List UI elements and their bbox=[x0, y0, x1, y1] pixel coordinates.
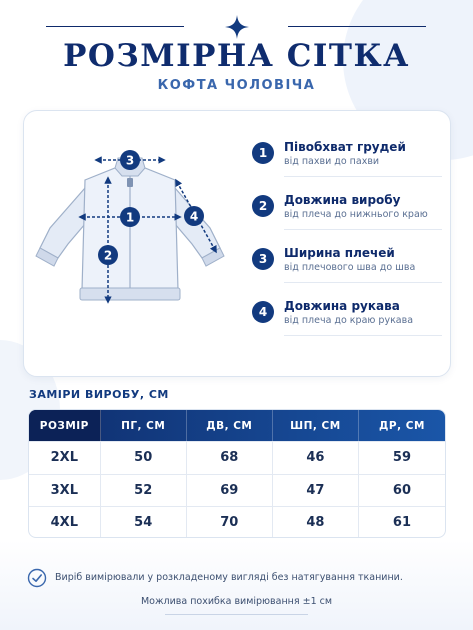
cell-length: 68 bbox=[187, 442, 273, 474]
legend-divider bbox=[284, 335, 442, 336]
zipper-pull bbox=[127, 178, 133, 187]
cell-sleeve: 61 bbox=[392, 515, 412, 531]
sparkle-star-icon bbox=[225, 15, 249, 39]
cell-shoulders: 46 bbox=[273, 442, 359, 474]
legend-number: 2 bbox=[252, 195, 274, 217]
header-divider-right bbox=[288, 26, 426, 27]
sweater-diagram bbox=[30, 140, 230, 330]
legend-item-chest bbox=[252, 136, 442, 189]
cell-shoulders: 47 bbox=[273, 475, 359, 507]
cell-length: 69 bbox=[187, 475, 273, 507]
legend-divider bbox=[284, 229, 442, 230]
cell-sleeve: 60 bbox=[392, 482, 412, 498]
legend-title: Ширина плечей bbox=[284, 246, 395, 260]
page-title: РОЗМІРНА СІТКА bbox=[63, 38, 410, 74]
measurement-legend bbox=[252, 136, 442, 348]
legend-description: від пахви до пахви bbox=[284, 156, 380, 167]
marker-4-label: 4 bbox=[189, 209, 199, 224]
cell-chest: 54 bbox=[101, 507, 187, 538]
marker-1-label: 1 bbox=[125, 210, 135, 225]
cell-size: 4XL bbox=[29, 507, 101, 538]
tolerance-note: Можлива похибка вимірювання ±1 см bbox=[140, 596, 333, 607]
header-length: ДВ, СМ bbox=[187, 410, 273, 441]
header-chest: ПГ, СМ bbox=[101, 410, 187, 441]
marker-2-badge bbox=[98, 245, 118, 265]
legend-number: 3 bbox=[252, 248, 274, 270]
legend-title: Півобхват грудей bbox=[284, 140, 406, 154]
sweater-hem bbox=[80, 288, 180, 300]
legend-number: 4 bbox=[252, 301, 274, 323]
page-subtitle: КОФТА ЧОЛОВІЧА bbox=[157, 78, 316, 93]
cell-chest: 50 bbox=[101, 442, 187, 474]
legend-divider bbox=[284, 176, 442, 177]
legend-item-shoulders bbox=[252, 242, 442, 295]
table-row bbox=[29, 441, 445, 474]
marker-4-badge bbox=[184, 206, 204, 226]
cell-chest: 52 bbox=[101, 475, 187, 507]
table-header-row bbox=[29, 410, 445, 441]
legend-description: від плеча до нижнього краю bbox=[284, 209, 428, 220]
legend-title: Довжина виробу bbox=[284, 193, 401, 207]
size-table bbox=[28, 409, 446, 538]
header-size: РОЗМІР bbox=[29, 410, 101, 441]
legend-item-sleeve bbox=[252, 295, 442, 348]
legend-title: Довжина рукава bbox=[284, 299, 400, 313]
measurement-note: Виріб вимірювали у розкладеному вигляді без натягування тканини. bbox=[55, 572, 403, 583]
marker-2-label: 2 bbox=[103, 248, 113, 263]
table-row bbox=[29, 506, 445, 538]
checkmark-circle-icon bbox=[27, 568, 47, 588]
legend-divider bbox=[284, 282, 442, 283]
cell-size: 2XL bbox=[29, 442, 101, 474]
cell-size: 3XL bbox=[29, 475, 101, 507]
legend-description: від плеча до краю рукава bbox=[284, 315, 414, 326]
marker-3-badge bbox=[120, 150, 140, 170]
header-shoulders: ШП, СМ bbox=[273, 410, 359, 441]
tolerance-underline bbox=[165, 614, 308, 615]
table-caption: ЗАМІРИ ВИРОБУ, СМ bbox=[29, 388, 169, 401]
legend-item-length bbox=[252, 189, 442, 242]
cell-sleeve: 59 bbox=[392, 450, 412, 466]
cell-shoulders: 48 bbox=[273, 507, 359, 538]
marker-3-label: 3 bbox=[125, 153, 135, 168]
legend-description: від плечового шва до шва bbox=[284, 262, 416, 273]
legend-number: 1 bbox=[252, 142, 274, 164]
header-divider-left bbox=[46, 26, 184, 27]
header-sleeve: ДР, СМ bbox=[379, 419, 425, 432]
table-row bbox=[29, 474, 445, 507]
marker-1-badge bbox=[120, 207, 140, 227]
left-sleeve bbox=[40, 188, 85, 258]
background-bottom-gradient bbox=[0, 540, 473, 630]
cell-length: 70 bbox=[187, 507, 273, 538]
